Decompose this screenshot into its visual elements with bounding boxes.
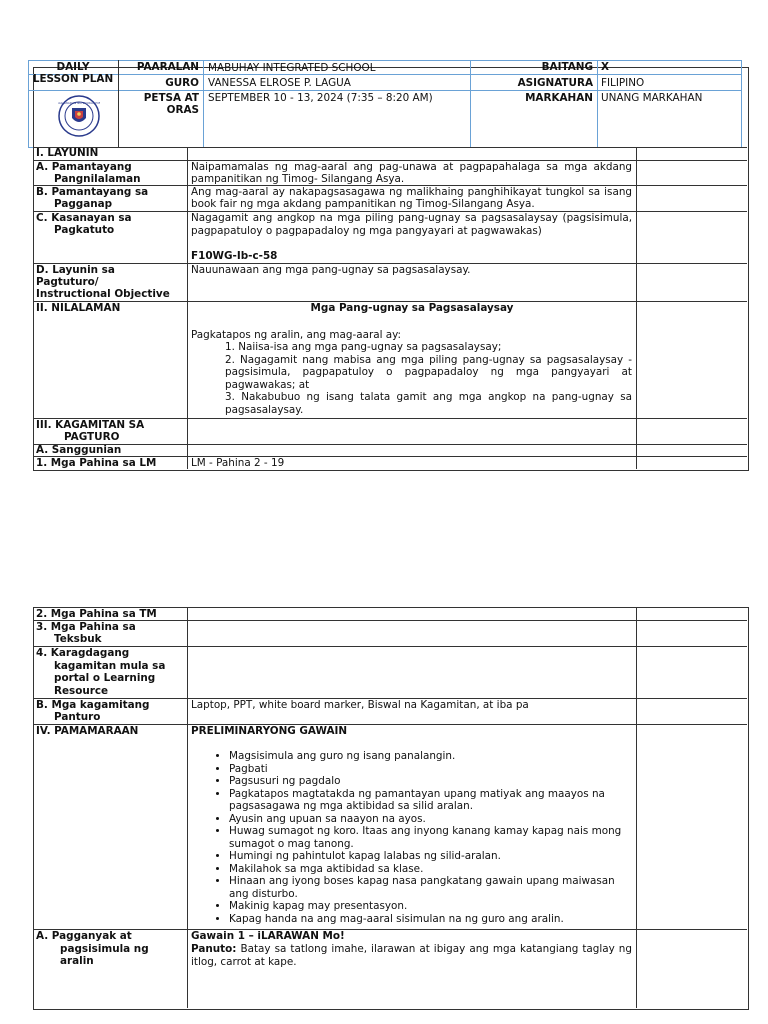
header-border <box>28 74 741 75</box>
row-line <box>33 147 747 148</box>
nilalaman-heading: II. NILALAMAN <box>36 302 121 314</box>
petsa-label: PETSA AT ORAS <box>143 92 199 116</box>
nilalaman-objectives <box>191 341 632 416</box>
svg-text:KAGAWARAN NG EDUKASYON: KAGAWARAN NG EDUKASYON <box>58 101 100 105</box>
pahina-teksbuk-label: 3. Mga Pahina sa Teksbuk <box>36 621 136 645</box>
layunin-heading: I. LAYUNIN <box>36 147 99 159</box>
header-border <box>597 60 598 147</box>
daily-lesson-plan-title: DAILY LESSON PLAN <box>32 61 114 85</box>
layunin-pagtuturo-label: D. Layunin sa Pagtuturo/ Instructional Objective <box>36 264 170 300</box>
list-item: • Huwag sumagot ng koro. Itaas ang inyong kanang kamay kapag nais mong sumagot o mag tanong. <box>229 825 633 850</box>
panuto-text: Batay sa tatlong imahe, ilarawan at ibigay ang mga katangiang taglay ng itlog, carrot at kape. <box>191 943 632 968</box>
mga-kagamitang-label: B. Mga kagamitang Panturo <box>36 699 150 723</box>
guro-value: VANESSA ELROSE P. LAGUA <box>208 77 351 89</box>
gawain-title: Gawain 1 – iLARAWAN Mo! <box>191 930 345 942</box>
kasanayan-label: C. Kasanayan sa Pagkatuto <box>36 212 132 236</box>
col-line <box>118 60 119 148</box>
nilalaman-intro: Pagkatapos ng aralin, ang mag-aaral ay: <box>191 329 402 341</box>
baitang-label: BAITANG <box>541 61 593 73</box>
paaralan-value: MABUHAY INTEGRATED SCHOOL <box>208 62 376 74</box>
markahan-value: UNANG MARKAHAN <box>601 92 703 104</box>
kasanayan-value: Nagagamit ang angkop na mga piling pang-ugnay sa pagsasalaysay (pagsisimula, pagpapatuloy o pagpapadaloy ng mga pangyayari at pagwawakas) <box>191 212 632 237</box>
guro-label: GURO <box>165 77 199 89</box>
karagdagang-label: 4. Karagdagang kagamitan mula sa portal o Learning Resource <box>36 647 166 697</box>
petsa-value: SEPTEMBER 10 - 13, 2024 (7:35 – 8:20 AM) <box>208 92 433 104</box>
col-line <box>636 607 637 1008</box>
pahina-lm-label: 1. Mga Pahina sa LM <box>36 457 157 469</box>
pamantayang-pagganap-value: Ang mag-aaral ay nakapagsasagawa ng malikhaing panghihikayat tungkol sa isang book fair ng mga akdang pampanitikan ng Timog-Silangang Asya. <box>191 186 632 210</box>
pamantayang-nilalaman-value: Naipamamalas ng mag-aaral ang pag-unawa at pagpapahalaga sa mga akdang pampanitikan ng Timog- Silangang Asya. <box>191 161 632 185</box>
pagganyak-label: A. Pagganyak at pagsisimula ng aralin <box>36 930 149 967</box>
list-item: • Makilahok sa mga aktibidad sa klase. <box>229 863 633 876</box>
mga-kagamitang-value: Laptop, PPT, white board marker, Biswal na Kagamitan, at iba pa <box>191 699 529 711</box>
baitang-value: X <box>601 61 610 73</box>
row-line <box>33 724 747 725</box>
kagamitan-heading: III. KAGAMITAN SA PAGTURO <box>36 419 145 443</box>
paaralan-label: PAARALAN <box>136 61 199 73</box>
list-item: • Pagkatapos magtatakda ng pamantayan upang matiyak ang maayos na pagsasagawa ng mga aktibidad sa silid aralan. <box>229 788 633 813</box>
layunin-pagtuturo-value: Nauunawaan ang mga pang-ugnay sa pagsasalaysay. <box>191 264 471 276</box>
preliminaryong-list <box>191 750 633 925</box>
col-line <box>636 147 637 469</box>
panuto <box>191 943 632 968</box>
objective-item: 2. Nagagamit nang mabisa ang mga piling pang-ugnay sa pagsasalaysay -pagsisimula, pagpapatuloy o pagpapadaloy ng mga pangyayari at pagwawakas; at <box>225 353 632 391</box>
list-item: • Ayusin ang upuan sa naayon na ayos. <box>229 813 633 826</box>
header-border-right <box>741 60 742 147</box>
pamamaraan-heading: IV. PAMAMARAAN <box>36 725 139 737</box>
nilalaman-title: Mga Pang-ugnay sa Pagsasalaysay <box>310 302 514 314</box>
list-item: • Humingi ng pahintulot kapag lalabas ng silid-aralan. <box>229 850 633 863</box>
pahina-tm-label: 2. Mga Pahina sa TM <box>36 608 157 620</box>
list-item: • Pagbati <box>229 763 633 776</box>
header-border <box>470 60 471 147</box>
deped-seal-icon <box>58 95 100 137</box>
list-item: • Hinaan ang iyong boses kapag nasa pangkatang gawain upang maiwasan ang disturbo. <box>229 875 633 900</box>
list-item: • Magsisimula ang guro ng isang panalangin. <box>229 750 633 763</box>
markahan-label: MARKAHAN <box>525 92 593 104</box>
header-border <box>28 90 741 91</box>
panuto-label: Panuto: <box>191 943 237 955</box>
col-line <box>187 607 188 1008</box>
pahina-lm-value: LM - Pahina 2 - 19 <box>191 457 285 469</box>
pamantayang-nilalaman-label: A. Pamantayang Pangnilalaman <box>36 161 141 185</box>
sanggunian-label: A. Sanggunian <box>36 444 122 456</box>
header-border <box>203 60 204 147</box>
objective-item: 3. Nakabubuo ng isang talata gamit ang mga angkop na pang-ugnay sa pagsasalaysay. <box>225 391 632 416</box>
list-item: • Makinig kapag may presentasyon. <box>229 900 633 913</box>
preliminaryong-title: PRELIMINARYONG GAWAIN <box>191 725 348 737</box>
asignatura-label: ASIGNATURA <box>517 77 593 89</box>
list-item: • Pagsusuri ng pagdalo <box>229 775 633 788</box>
pamantayang-pagganap-label: B. Pamantayang sa Pagganap <box>36 186 149 210</box>
header-border-left <box>28 60 29 147</box>
kasanayan-code: F10WG-Ib-c-58 <box>191 250 278 262</box>
row-line <box>33 444 747 445</box>
objective-item: 1. Naiisa-isa ang mga pang-ugnay sa pagsasalaysay; <box>225 341 502 353</box>
asignatura-value: FILIPINO <box>601 77 645 89</box>
list-item: • Kapag handa na ang mag-aaral sisimulan na ng guro ang aralin. <box>229 913 633 926</box>
